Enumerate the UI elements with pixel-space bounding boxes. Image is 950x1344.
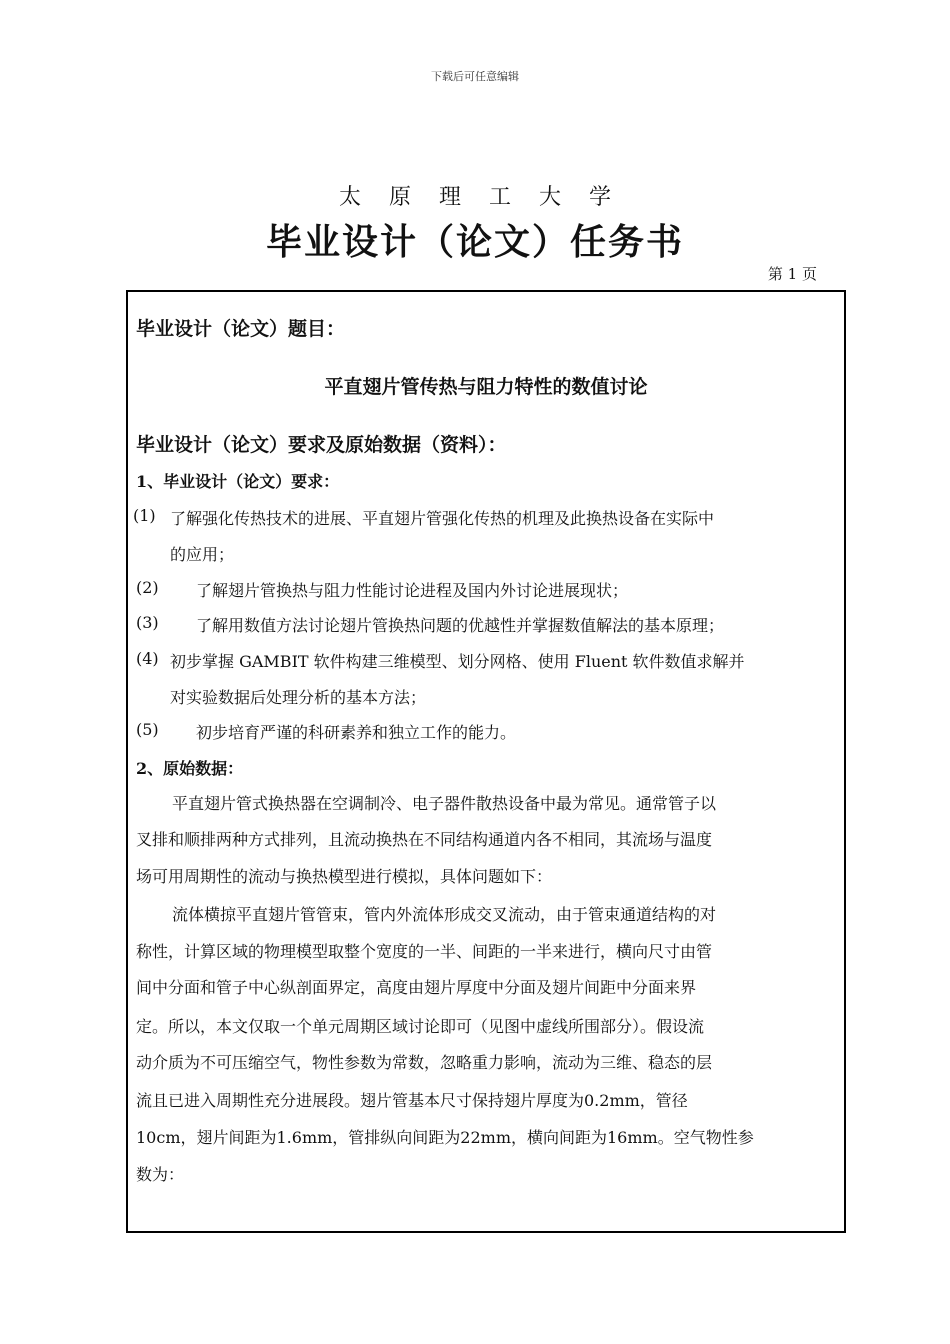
- header-note: 下载后可任意编辑: [431, 70, 519, 83]
- paragraph-2-line: 定。所以，本文仅取一个单元周期区域讨论即可（见图中虚线所围部分）。假设流: [136, 1017, 705, 1036]
- topic-label: 毕业设计（论文）题目：: [136, 318, 346, 340]
- paragraph-2-line: 流体横掠平直翅片管管束，管内外流体形成交叉流动，由于管束通道结构的对: [172, 905, 717, 924]
- paragraph-2-line: 间中分面和管子中心纵剖面界定，高度由翅片厚度中分面及翅片间距中分面来界: [136, 978, 697, 997]
- requirement-3-line-1: 了解用数值方法讨论翅片管换热问题的优越性并掌握数值解法的基本原理；: [196, 616, 725, 635]
- requirement-1-line-2: 的应用；: [170, 545, 235, 564]
- requirements-label: 毕业设计（论文）要求及原始数据（资料）：: [136, 434, 507, 456]
- paragraph-1-line: 平直翅片管式换热器在空调制冷、电子器件散热设备中最为常见。通常管子以: [172, 794, 717, 813]
- requirement-2-line-1: 了解翅片管换热与阻力性能讨论进程及国内外讨论进展现状；: [196, 581, 629, 600]
- requirement-5-line-1: 初步培育严谨的科研素养和独立工作的能力。: [196, 723, 517, 742]
- paragraph-2-line: 10cm，翅片间距为1.6mm，管排纵向间距为22mm，横向间距为16mm。空气物性参: [136, 1128, 754, 1147]
- requirement-4-line-1: 初步掌握 GAMBIT 软件构建三维模型、划分网格、使用 Fluent 软件数值求解并: [170, 652, 745, 671]
- requirement-5-number: (5): [136, 720, 159, 739]
- requirement-1-line-1: 了解强化传热技术的进展、平直翅片管强化传热的机理及此换热设备在实际中: [170, 509, 715, 528]
- requirement-2-number: (2): [136, 578, 159, 597]
- paragraph-1-line: 场可用周期性的流动与换热模型进行模拟，具体问题如下：: [136, 867, 553, 886]
- section-1-heading: 1、毕业设计（论文）要求：: [136, 472, 340, 491]
- requirement-1-number: (1): [133, 506, 156, 525]
- paragraph-2-line: 流且已进入周期性充分进展段。翅片管基本尺寸保持翅片厚度为0.2mm，管径: [136, 1091, 688, 1110]
- requirement-4-number: (4): [136, 649, 159, 668]
- thesis-topic: 平直翅片管传热与阻力特性的数值讨论: [324, 376, 648, 398]
- document-title: 毕业设计（论文）任务书: [265, 221, 684, 263]
- paragraph-2-line: 数为：: [136, 1165, 185, 1184]
- paragraph-1-line: 叉排和顺排两种方式排列，且流动换热在不同结构通道内各不相同，其流场与温度: [136, 830, 713, 849]
- paragraph-2-line: 动介质为不可压缩空气，物性参数为常数，忽略重力影响，流动为三维、稳态的层: [136, 1053, 713, 1072]
- university-name: 太原理工大学: [338, 185, 639, 210]
- paragraph-2-line: 称性，计算区域的物理模型取整个宽度的一半、间距的一半来进行，横向尺寸由管: [136, 942, 713, 961]
- requirement-4-line-2: 对实验数据后处理分析的基本方法；: [170, 688, 427, 707]
- section-2-heading: 2、原始数据：: [136, 759, 244, 778]
- requirement-3-number: (3): [136, 613, 159, 632]
- page-number: 第 1 页: [767, 265, 817, 283]
